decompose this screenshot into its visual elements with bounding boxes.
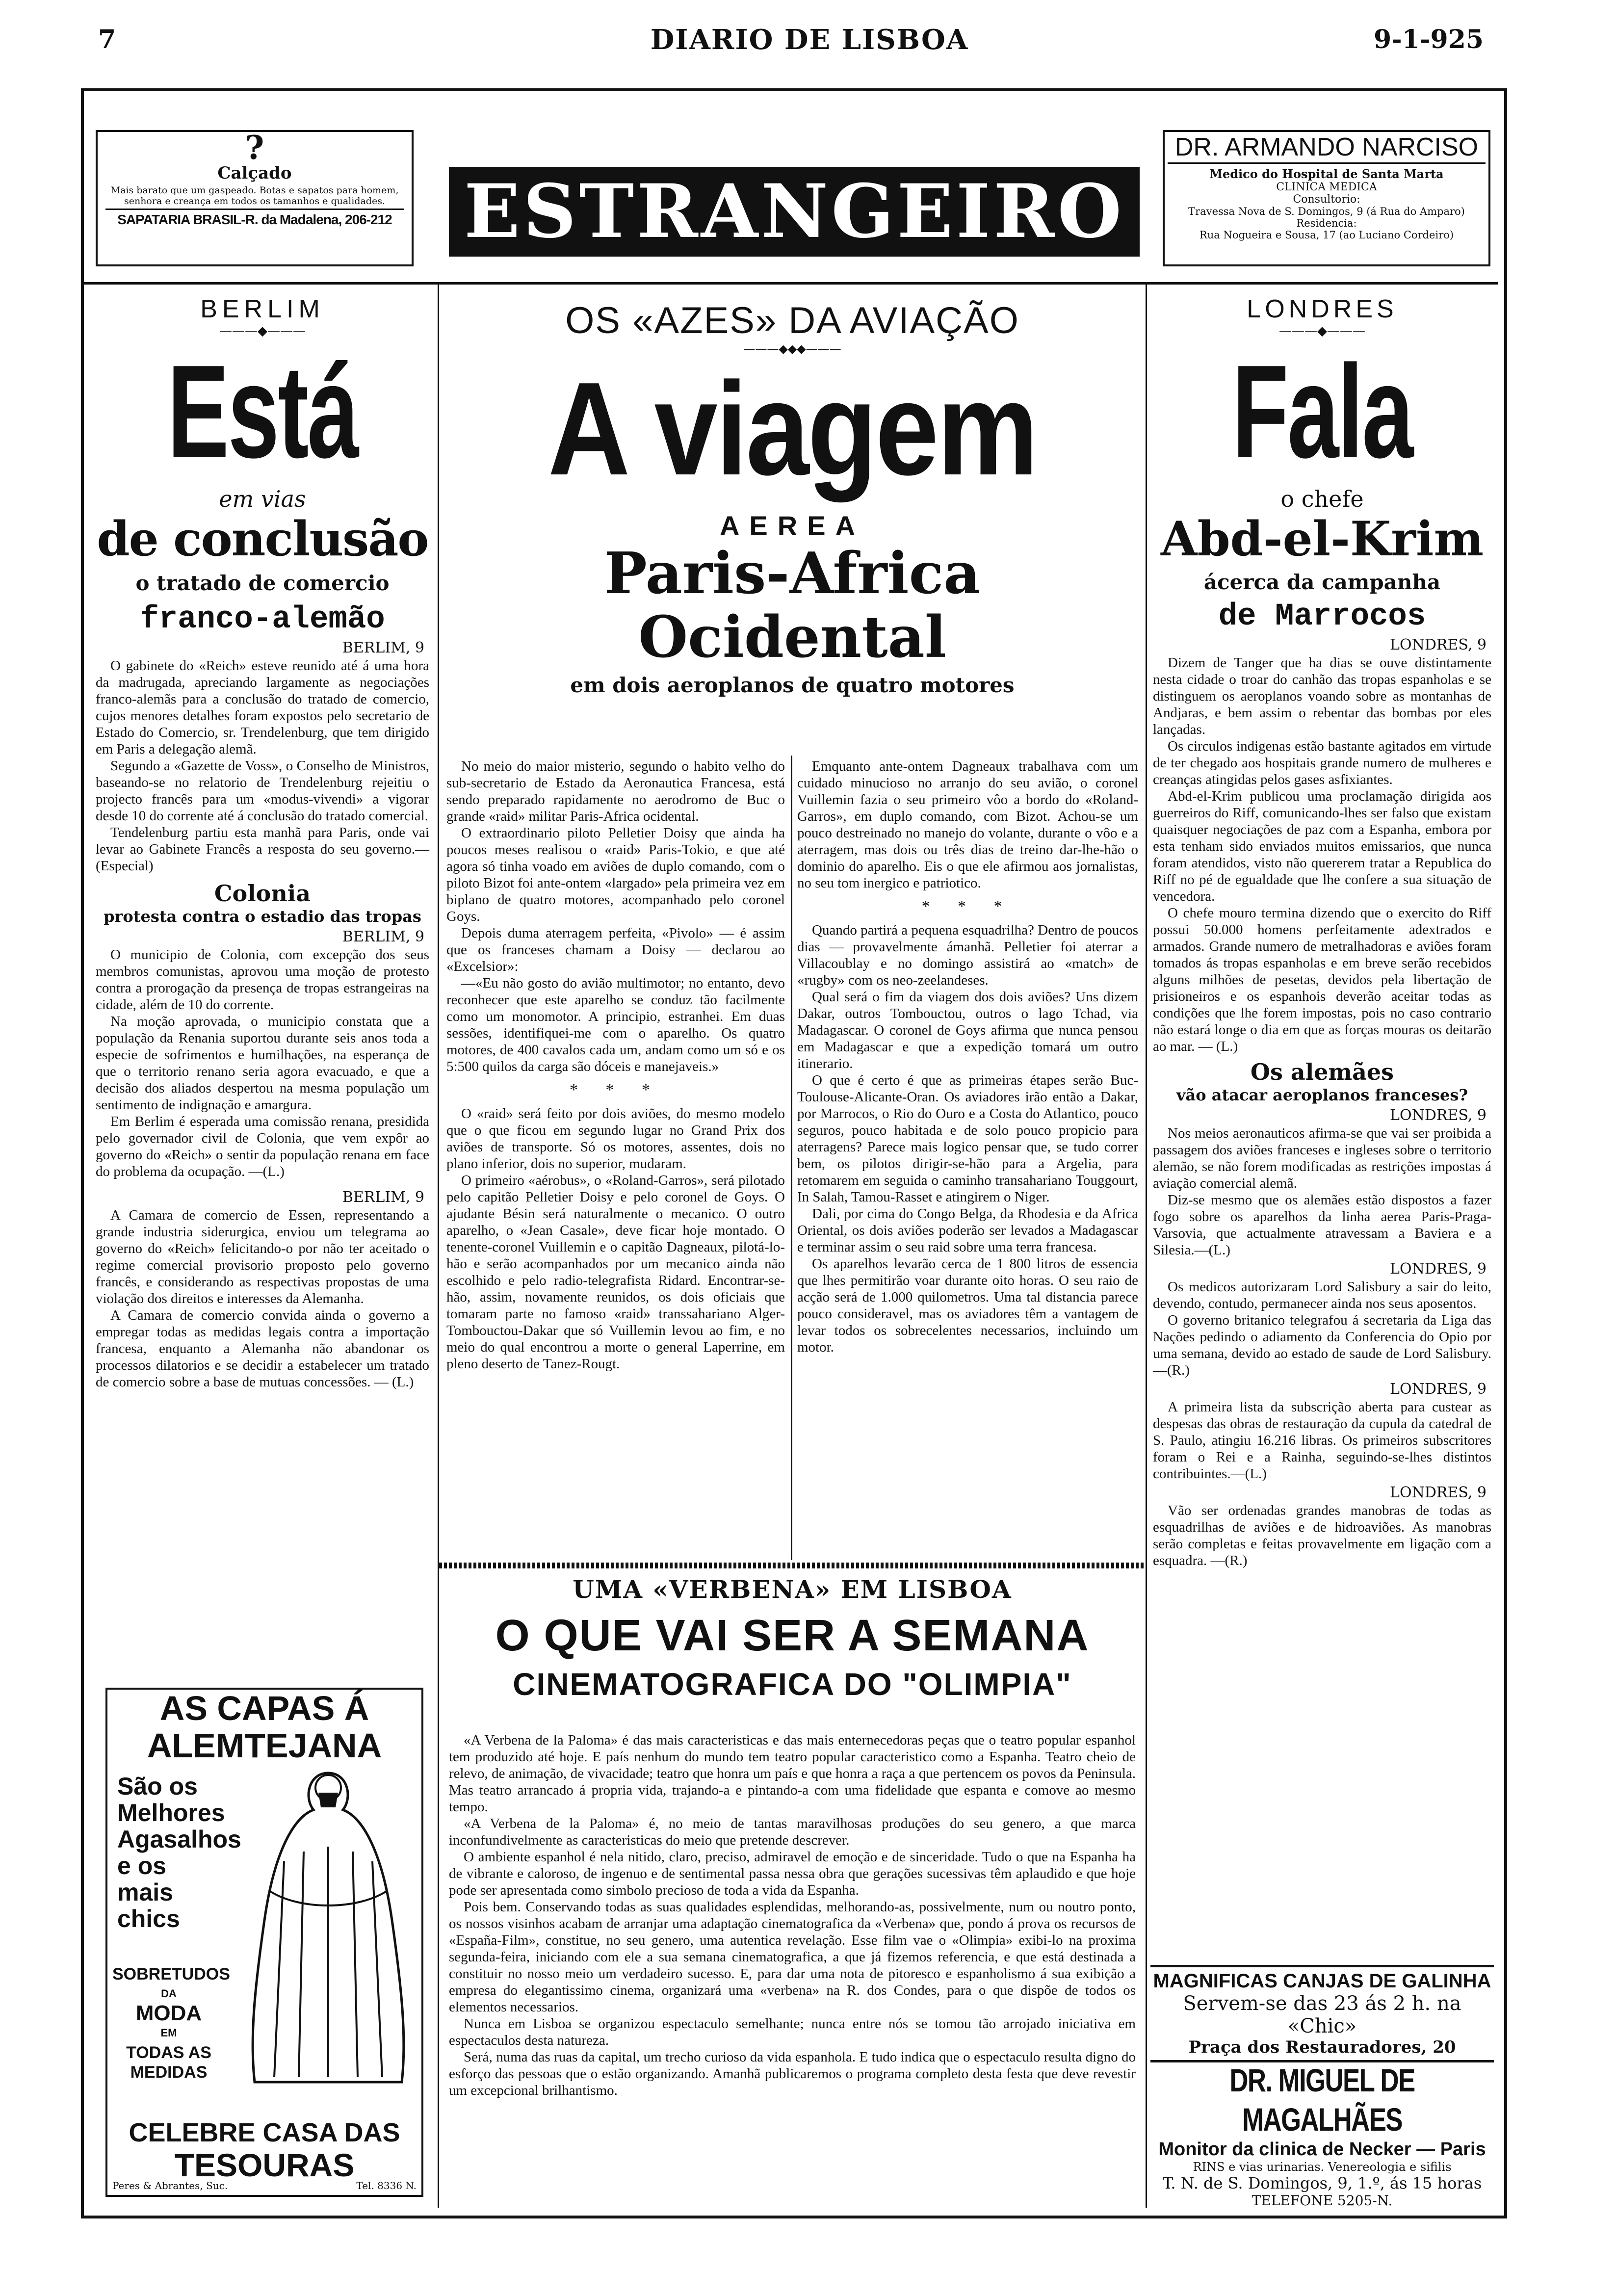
essen-article bbox=[96, 1207, 429, 1390]
berlim-city: BERLIM bbox=[200, 295, 325, 323]
berlim-p1: O gabinete do «Reich» esteve reunido até á uma hora da madrugada, apreciando largamente as negociações franco-alemãs para a conclusão do tratado de comercio, cujos menores detalhes foram expostos pelo secretario de Estado do Comercio, sr. Trendelenburg, que tem dirigido em Paris a delegação alemã. bbox=[96, 658, 429, 757]
capas-slogan bbox=[117, 1773, 245, 1932]
aviacao-head bbox=[444, 299, 1141, 697]
magalhaes-name: DR. MIGUEL DE MAGALHÃES bbox=[1229, 2062, 1415, 2138]
ad-capas-alemtejana bbox=[105, 1688, 423, 2197]
berlim-dateline-2: BERLIM, 9 bbox=[342, 928, 424, 945]
berlim-h2: em vias bbox=[219, 486, 306, 512]
berlim-headline: Está bbox=[167, 338, 358, 486]
verbena-p5: Nunca em Lisboa se organizou espectaculo semelhante; nunca entre nós se tomou tão arrojado iniciativa em espectaculos desta natureza. bbox=[449, 2016, 1136, 2048]
aviacao-a5: O «raid» será feito por dois aviões, do mesmo modelo que o que ficou em segundo lugar no Grand Prix dos aviões de transporte. Só os motores, assentes, dois no plano inferior, dois no superior, mudaram. bbox=[446, 1106, 785, 1172]
catedral-p1: A primeira lista da subscrição aberta para custear as despesas das obras de restauração da cupula da catedral de S. Paulo, atingiu 16.216 libras. Os primeiros subscritores foram o Rei e a Rainha, seguindo-se-lhes distintos contribuintes.—(L.) bbox=[1153, 1399, 1491, 1482]
berlim-h5: franco-alemão bbox=[140, 602, 385, 637]
magalhaes-line2: RINS e vias urinarias. Venereologia e sifilis bbox=[1193, 2160, 1452, 2174]
aviacao-b3: Qual será o fim da viagem dos dois aviões? Uns dizem Dakar, outros Tombouctou, outros o lago Tchad, via Madagascar. O coronel de Goys afirma que nunca pensou em Madagascar e que a expedição tomará um outro itinerario. bbox=[797, 989, 1138, 1071]
londres-p2: Os circulos indigenas estão bastante agitados em virtude de ter chegado aos hospitais grande numero de mulheres e creanças atingidas pelos gases asfixiantes. bbox=[1153, 738, 1491, 787]
aviacao-a6: O primeiro «aérobus», o «Roland-Garros», será pilotado pelo capitão Pelletier Doisy e pelo coronel de Goys. O ajudante Bésin será naturalmente o mecanico. O outro aparelho, o «Jean Casale», deve ficar hoje montado. O tenente-coronel Vuillemin e o capitão Dagneaux, pilotá-lo-hão e serão acompanhados por um mecanico ainda não escolhido e pelo radio-telegrafista Ridard. Encontrar-se-hão, assim, novamente reunidos, os dois oficiais que tomaram parte no famoso «raid» transsahariano Alger-Tombouctou-Dakar que só Vuillemin levou ao fim, e no meio do qual encontrou a morte o general Laperrine, em pleno deserto de Tanez-Rougt. bbox=[446, 1173, 785, 1372]
page-number: 7 bbox=[98, 25, 116, 54]
colonia-p1: O municipio de Colonia, com excepção dos seus membros comunistas, aprovou uma moção de protesto contra a prorogação da presença de tropas estrangeiras na cidade, além de 10 do corrente. bbox=[96, 947, 429, 1013]
doctor-name: DR. ARMANDO NARCISO bbox=[1168, 132, 1486, 164]
londres-dateline-4: LONDRES, 9 bbox=[1390, 1381, 1487, 1398]
londres-h2: o chefe bbox=[1280, 486, 1364, 512]
aviacao-h3: Paris-Africa Ocidental bbox=[604, 540, 981, 671]
londres-p1: Dizem de Tanger que ha dias se ouve distintamente nesta cidade o troar do canhão das tropas espanholas e se distinguem os aeroplanos voando sobre as montanhas de Andjaras, e bem assim o rebentar das bombas por eles lançadas. bbox=[1153, 655, 1491, 737]
aviacao-a3: Depois duma aterragem perfeita, «Pivolo» — é assim que os franceses chamam a Doisy — declarou ao «Excelsior»: bbox=[446, 925, 785, 974]
aviacao-column-rule bbox=[791, 756, 792, 1560]
aviacao-b4: O que é certo é que as primeiras étapes serão Buc-Toulouse-Alicante-Oran. Os aviadores irão então a Dakar, por Marrocos, o Rio do Ouro e a Costa do Atlantico, pouco seguros, pouco habitada e de solo pouco propicio para aterragens? Parece mais logico pensar que, se tudo correr bem, os pilotos dirigir-se-hão para a Argelia, para retomarem em seguida o caminho transahariano Touggourt, In Salah, Tamou-Rasset e atingirem o Niger. bbox=[797, 1072, 1138, 1205]
canjas-l1: MAGNIFICAS CANJAS DE GALINHA bbox=[1153, 1970, 1491, 1992]
capas-s1: SOBRETUDOS bbox=[112, 1965, 230, 1983]
essen-p2: A Camara de comercio convida ainda o governo a empregar todas as medidas legais contra a importação francesa, enquanto a Alemanha não abandonar os processos dilatorios e se decidir a estabelecer um tratado de comercio sobre a base de mutuas concessões. — (L.) bbox=[96, 1307, 429, 1390]
aviacao-a1: No meio do maior misterio, segundo o habito velho do sub-secretario de Estado da Aeronautica Francesa, está sendo preparado rapidamente no aerodromo de Buc o grande «raid» militar Paris-Africa ocidental. bbox=[446, 758, 785, 824]
berlim-p3: Tendelenburg partiu esta manhã para Paris, onde vai levar ao Gabinete Francês a resposta do seu governo.—(Especial) bbox=[96, 825, 429, 874]
londres-ornament: ———◆——— bbox=[1279, 324, 1365, 339]
colonia-p3: Em Berlim é esperada uma comissão renana, presidida pelo governador civil de Colonia, que vem expôr ao governo do «Reich» o sentir da população renana em face do problema da ocupação. —(L.) bbox=[96, 1114, 429, 1179]
alemaes-sub: vão atacar aeroplanos franceses? bbox=[1176, 1086, 1468, 1104]
cloaked-figure-illustration bbox=[240, 1763, 417, 2097]
londres-h4: ácerca da campanha bbox=[1203, 570, 1441, 594]
manobras-article bbox=[1153, 1502, 1491, 1569]
londres-city: LONDRES bbox=[1247, 295, 1398, 323]
capas-b2: TESOURAS bbox=[174, 2147, 355, 2183]
doctor-line6: Rua Nogueira e Sousa, 17 (ao Luciano Cordeiro) bbox=[1199, 229, 1454, 241]
verbena-h2: CINEMATOGRAFICA DO "OLIMPIA" bbox=[513, 1667, 1072, 1702]
verbena-head bbox=[444, 1575, 1141, 1703]
londres-p4: O chefe mouro termina dizendo que o exercito do Riff possui 50.000 homens perfeitamente adextrados e armados. Grande numero de metralhadoras e aviões foram tomados ás tropas espanholas e em breve serão recebidos alguns milhões de pesetas, devidos pela libertação de prisioneiros e os espanhois deverão aceitar todas as condições que lhe forem impostas, pois no caso contrario não estará longe o dia em que as forças mouras os deitarão ao mar. — (L.) bbox=[1153, 905, 1491, 1054]
verbena-p2: «A Verbena de la Paloma» é, no meio de tantas maravilhosas produções do seu genero, a que marca inconfundivelmente as caracteristicas do meio que pretende descrever. bbox=[449, 1816, 1136, 1848]
ad-doctor-narciso bbox=[1163, 130, 1490, 266]
section-title-box bbox=[449, 167, 1140, 257]
verbena-article bbox=[449, 1732, 1136, 2099]
capas-s5: TODAS AS bbox=[126, 2043, 211, 2062]
londres-article bbox=[1153, 654, 1491, 1055]
londres-dateline-3: LONDRES, 9 bbox=[1390, 1260, 1487, 1278]
berlim-dateline-3: BERLIM, 9 bbox=[342, 1189, 424, 1206]
berlim-p2: Segundo a «Gazette de Voss», o Conselho de Ministros, baseando-se no relatorio de Trendelenburg rejeitiu o projecto francês para um «modus-vivendi» a vigorar desde 10 do corrente até á conclusão do tratado comercial. bbox=[96, 758, 429, 824]
aviacao-h2: AEREA bbox=[719, 510, 865, 541]
capas-l5: mais bbox=[117, 1879, 173, 1906]
capas-title2: ALEMTEJANA bbox=[147, 1726, 382, 1765]
aviacao-b2: Quando partirá a pequena esquadrilha? Dentro de poucos dias — provavelmente ámanhã. Pelletier foi aterrar a Villacoublay e no domingo assistirá ao «match» de «rugby» com os neo-zeelandeses. bbox=[797, 922, 1138, 988]
berlim-article bbox=[96, 657, 429, 874]
londres-headline: Fala bbox=[1232, 338, 1412, 486]
canjas-l3: Praça dos Restauradores, 20 bbox=[1188, 2037, 1456, 2057]
salisbury-p2: O governo britanico telegrafou á secretaria da Liga das Nações pedindo o adiamento da Conferencia do Opio por uma semana, devido ao estado de saude de Lord Salisbury.—(R.) bbox=[1153, 1312, 1491, 1378]
doctor-line4: Travessa Nova de S. Domingos, 9 (á Rua do Amparo) bbox=[1188, 206, 1465, 217]
capas-l1: São os bbox=[117, 1773, 198, 1800]
question-mark-icon: ? bbox=[245, 129, 264, 167]
ad-magalhaes bbox=[1150, 2061, 1494, 2209]
alemaes-title: Os alemães bbox=[1250, 1059, 1394, 1085]
verbena-h1: O QUE VAI SER A SEMANA bbox=[495, 1611, 1090, 1660]
londres-dateline-1: LONDRES, 9 bbox=[1390, 636, 1487, 653]
doctor-line5: Residencia: bbox=[1296, 217, 1357, 229]
salisbury-p1: Os medicos autorizaram Lord Salisbury a sair do leito, devendo, contudo, permanecer ainda nos seus aposentos. bbox=[1153, 1279, 1491, 1311]
ad-calcado bbox=[96, 130, 414, 266]
alemaes-p2: Diz-se mesmo que os alemães estão dispostos a fazer fogo sobre os aparelhos da linha aerea Paris-Praga-Varsovia, que actualmente atravessam a Baviera e a Silesia.—(L.) bbox=[1153, 1192, 1491, 1258]
essen-p1: A Camara de comercio de Essen, representando a grande industria siderurgica, enviou um telegrama ao governo do «Reich» felicitando-o por não ter aceitado o regime comercial provisorio proposto pelo governo francês, e considerando as respectivas propostas de uma violação dos direitos e interesses da Alemanha. bbox=[96, 1207, 429, 1306]
aviacao-b5: Dali, por cima do Congo Belga, da Rhodesia e da Africa Oriental, os dois aviões poderão ser levados a Madagascar e terminar assim o seu raid sobre uma terra francesa. bbox=[797, 1206, 1138, 1255]
capas-footer bbox=[112, 2180, 417, 2191]
capas-offer bbox=[112, 1964, 230, 2082]
berlim-h4: o tratado de comercio bbox=[135, 571, 390, 595]
aviacao-b6: Os aparelhos levarão cerca de 1 800 litros de essencia que lhes permitirão voar durante oito horas. O seu raio de acção será de 1.000 quilometros. Uma tal distancia parece pouco consideravel, mas os aviadores têm a vantagem de levar todos os sobrecelentes necessarios, incluindo um motor. bbox=[797, 1256, 1138, 1355]
londres-h5: de Marrocos bbox=[1218, 599, 1426, 634]
capas-b1: CELEBRE CASA DAS bbox=[129, 2118, 400, 2147]
capas-l6: chics bbox=[117, 1905, 180, 1932]
berlim-dateline-1: BERLIM, 9 bbox=[342, 639, 424, 656]
berlim-ornament: ———◆——— bbox=[219, 324, 306, 339]
londres-column bbox=[1153, 294, 1491, 1569]
capas-brand bbox=[107, 2116, 421, 2181]
alemaes-article bbox=[1153, 1125, 1491, 1258]
capas-f1: Peres & Abrantes, Suc. bbox=[112, 2180, 228, 2192]
aviacao-b1: Emquanto ante-ontem Dagneaux trabalhava com um cuidado minucioso no arranjo do seu avião, o coronel Vuillemin fazia o seu primeiro vôo a bordo do «Roland-Garros», em duplo comando, com Bizot. Achou-se um pouco destreinado no manejo do volante, durante o vôo e a aterragem, mas dois ou três dias de treino dar-lhe-hão o dominio do aparelho. Eis o que ele afirmou aos jornalistas, no seu tom inergico e patriotico. bbox=[797, 758, 1138, 891]
doctor-line3: Consultorio: bbox=[1293, 193, 1360, 206]
berlim-h3: de conclusão bbox=[97, 511, 428, 567]
colonia-sub: protesta contra o estadio das tropas bbox=[104, 907, 421, 926]
ad-canjas bbox=[1150, 1965, 1494, 2062]
colonia-article bbox=[96, 946, 429, 1180]
londres-dateline-5: LONDRES, 9 bbox=[1390, 1484, 1487, 1501]
capas-s2: DA bbox=[161, 1987, 177, 2000]
manobras-p1: Vão ser ordenadas grandes manobras de todas as esquadrilhas de aviões e de hidroaviões. As manobras serão completas e feitas provavelmente em ligação com a esquadra. —(R.) bbox=[1153, 1503, 1491, 1568]
top-band-divider bbox=[84, 282, 1498, 285]
aviacao-stars-2: * * * bbox=[921, 897, 1014, 915]
aviacao-h4: em dois aeroplanos de quatro motores bbox=[570, 673, 1015, 697]
canjas-l2: Servem-se das 23 ás 2 h. na «Chic» bbox=[1183, 1992, 1461, 2037]
capas-s6: MEDIDAS bbox=[130, 2063, 208, 2082]
aviacao-col-b bbox=[797, 758, 1138, 1356]
verbena-divider bbox=[439, 1563, 1146, 1568]
verbena-p4: Pois bem. Conservando todas as suas qualidades esplendidas, melhorando-as, possivelmente, num ou noutro ponto, os nossos visinhos acabam de arranjar uma adaptação cinematografica da «Verbena» que, pondo á prova os recursos de «España-Film», constitue, no seu genero, uma autentica revelação. Esse film vae o «Olimpia» exibi-lo na proxima segunda-feira, iniciando com ele a sua semana cinematografica, a que já fizemos referencia, e que está destinada a constituir no nosso meio um verdadeiro sucesso. E, para dar uma nota de pitoresco e espanholismo á sua exibição a empresa do elegantissimo cinema, organizará uma «verbena» na R. dos Condes, para o que dispõe de todos os elementos necessarios. bbox=[449, 1899, 1136, 2015]
verbena-p1: «A Verbena de la Paloma» é das mais caracteristicas e das mais enternecedoras peças que o teatro popular espanhol tem produzido até hoje. E país nenhum do mundo tem teatro popular caracteristico como a Espanha. Teatro cheio de relevo, de animação, de vivacidade; teatro que honra um país e que honra a raça a que pertencem os povos da Peninsula. Mas teatro arrancado á propria vida, trajando-a e pintando-a com uma fidelidade que espanta e comove ao mesmo tempo. bbox=[449, 1732, 1136, 1815]
magalhaes-line1: Monitor da clinica de Necker — Paris bbox=[1158, 2139, 1486, 2160]
section-title: ESTRANGEIRO bbox=[464, 168, 1125, 255]
doctor-line1: Medico do Hospital de Santa Marta bbox=[1209, 167, 1444, 181]
aviacao-col-a bbox=[446, 758, 785, 1372]
londres-h3: Abd-el-Krim bbox=[1160, 511, 1484, 567]
londres-p3: Abd-el-Krim publicou uma proclamação dirigida aos guerreiros do Riff, comunicando-lhes ser falso que existam quaisquer negociações de paz com a Espanha, embora por esta tenham sido enviados muitos emissarios, que nunca foram atendidos, visto não quererem tratar a Republica do Riff no pé de egualdade que lhe confere a sua situação de vencedora. bbox=[1153, 788, 1491, 904]
masthead: DIARIO DE LISBOA bbox=[650, 24, 969, 56]
salisbury-article bbox=[1153, 1278, 1491, 1379]
capas-title1: AS CAPAS Á bbox=[159, 1689, 369, 1727]
catedral-article bbox=[1153, 1399, 1491, 1482]
aviacao-ornament: ———◆◆◆——— bbox=[743, 342, 841, 356]
capas-f2: Tel. 8336 N. bbox=[356, 2180, 417, 2192]
capas-l3: Agasalhos bbox=[117, 1826, 241, 1853]
aviacao-a4: —«Eu não gosto do avião multimotor; no entanto, devo reconhecer que este aparelho se conduz tão facilmente como um monomotor. A principio, estranhei. Em duas sessões, identifiquei-me com o aparelho. Os quatro motores, de 400 cavalos cada um, andam como um só e os 5:500 quilos da carga são dóceis e manejaveis.» bbox=[446, 975, 785, 1074]
aviacao-kicker: OS «AZES» DA AVIAÇÃO bbox=[565, 300, 1019, 341]
verbena-p3: O ambiente espanhol é nela nitido, claro, preciso, admiravel de emoção e de sinceridade. Tudo o que na Espanha ha de vibrante e caloroso, de ingenuo e de sentimental passa nessa obra que gerações sucessivas têm aplaudido e que hoje pode ser apresentada como simbolo precioso de toda a vida da Espanha. bbox=[449, 1849, 1136, 1898]
column-rule-1 bbox=[438, 285, 439, 2208]
ad-calcado-text: Mais barato que um gaspeado. Botas e sapatos para homem, senhora e creança em todos os tamanhos e qualidades. bbox=[110, 185, 399, 207]
verbena-kicker: UMA «VERBENA» EM LISBOA bbox=[573, 1575, 1012, 1604]
colonia-title: Colonia bbox=[214, 880, 311, 907]
berlim-column bbox=[96, 294, 429, 1390]
capas-l4: e os bbox=[117, 1852, 167, 1879]
aviacao-a2: O extraordinario piloto Pelletier Doisy que ainda ha poucos meses realisou o «raid» Paris-Tokio, e que até agora só tinha voado em aviões de duplo comando, com o piloto Bizot foi ante-ontem «largado» pela primeira vez em biplano de quatro motores, acompanhado pelo coronel Goys. bbox=[446, 825, 785, 924]
magalhaes-line3: T. N. de S. Domingos, 9, 1.º, ás 15 horas bbox=[1162, 2174, 1482, 2192]
londres-dateline-2: LONDRES, 9 bbox=[1390, 1107, 1487, 1124]
capas-s3: MODA bbox=[135, 2001, 202, 2025]
aviacao-stars-1: * * * bbox=[570, 1081, 662, 1099]
capas-l2: Melhores bbox=[117, 1799, 225, 1826]
aviacao-headline: A viagem bbox=[548, 355, 1037, 503]
verbena-p6: Será, numa das ruas da capital, um trecho curioso da vida espanhola. E tudo indica que o espectaculo resulta digno do esforço das pessoas que o estão organizando. Amanhã publicaremos o programa completo desta festa que deve revestir um excepcional brilhantismo. bbox=[449, 2049, 1136, 2098]
ad-calcado-shop: SAPATARIA BRASIL-R. da Madalena, 206-212 bbox=[105, 209, 404, 228]
magalhaes-line4: TELEFONE 5205-N. bbox=[1252, 2192, 1393, 2209]
doctor-line2: CLINICA MEDICA bbox=[1276, 181, 1377, 193]
capas-s4: EM bbox=[160, 2027, 177, 2039]
issue-date: 9-1-925 bbox=[1374, 25, 1484, 54]
alemaes-p1: Nos meios aeronauticos afirma-se que vai ser proibida a passagem dos aviões franceses e ingleses sobre o territorio alemão, se não forem modificadas as restrições impostas á aviação comercial alemã. bbox=[1153, 1125, 1491, 1191]
colonia-p2: Na moção aprovada, o municipio constata que a população da Renania suportou durante seis anos toda a especie de sofrimentos e humilhações, na esperança de que o territorio renano seria agora evacuado, e que a decisão dos aliados despertou na mesma população um sentimento de indignação e amargura. bbox=[96, 1014, 429, 1113]
column-rule-2 bbox=[1146, 285, 1147, 2208]
ad-calcado-title: Calçado bbox=[217, 163, 292, 183]
